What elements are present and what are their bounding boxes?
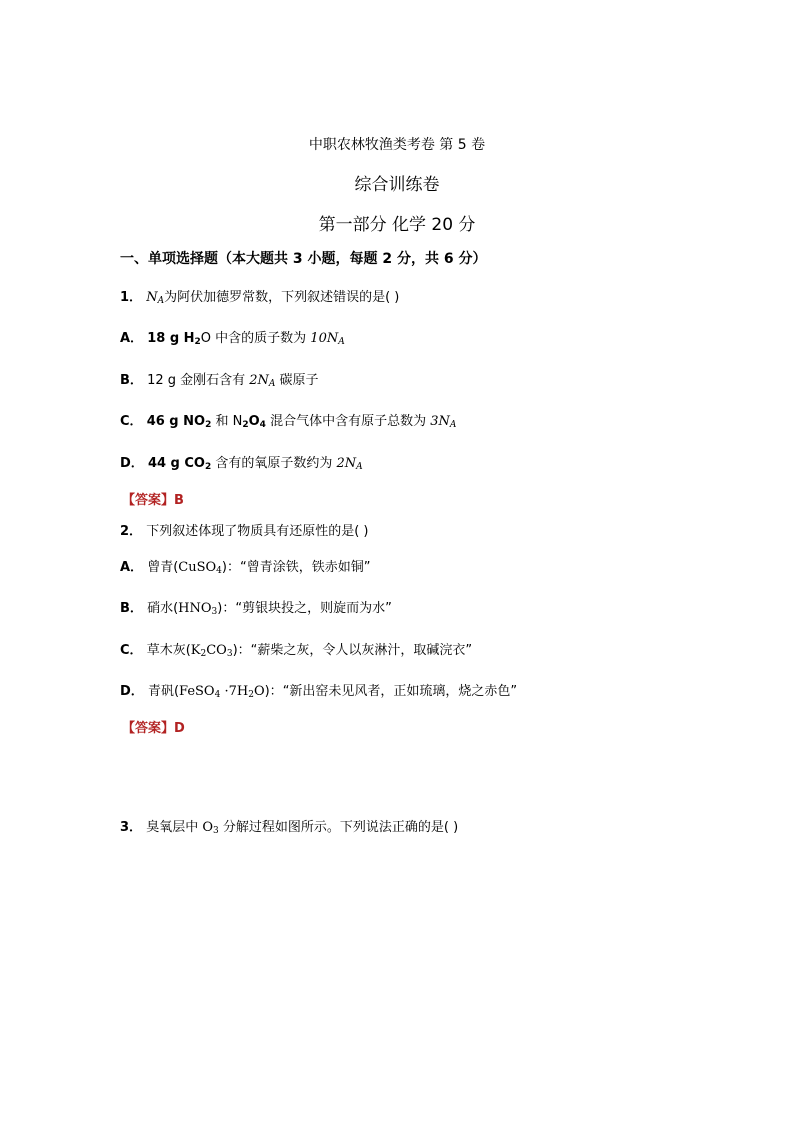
option-quote: “剪银块投之，则旋而为水” [235,601,392,616]
avogadro-subscript: A [157,296,165,306]
option-text: 12 g 金刚石含有 [147,373,250,388]
option-subscript: 2 [205,420,212,430]
option-subscript: 4 [216,566,222,576]
q1-option-a[interactable] [120,327,345,346]
option-text: 曾青( [147,560,179,575]
question-number: 1． [120,290,143,305]
question-number: 3． [120,820,143,835]
option-subscript: 2 [248,690,254,700]
option-text: 18 g H [147,331,195,346]
option-quote: “新出窑未见风者，正如琉璃，烧之赤色” [282,684,518,699]
option-subscript: 2 [194,337,201,347]
option-subscript: 4 [214,690,221,700]
question-text: 为阿伏加德罗常数，下列叙述错误的是( ) [164,290,400,305]
option-text: )： [221,560,240,575]
question-text: 下列叙述体现了物质具有还原性的是( ) [146,524,369,539]
option-value: 3N [430,414,450,429]
option-letter: B． [120,373,143,388]
option-subscript: 3 [211,607,218,617]
question-text: 分解过程如图所示。下列说法正确的是( ) [218,820,459,835]
option-text: 46 g NO [146,414,206,429]
option-subscript: 2 [200,649,207,659]
q2-option-d[interactable] [120,680,517,699]
option-subscript: 2 [204,462,212,472]
option-letter: C． [120,643,143,658]
question-subscript: 3 [213,826,219,836]
option-subscript: 4 [259,420,266,430]
q1-answer: 【答案】B [122,493,184,508]
option-letter: C． [120,414,143,429]
option-formula: HNO [178,601,212,616]
q2-option-c[interactable] [120,639,472,658]
option-formula: FeSO [179,684,215,699]
q2-answer: 【答案】D [122,721,185,736]
option-text: O 中含的质子数为 [200,331,311,346]
option-value: 2N [249,373,269,388]
q1-option-c[interactable] [120,410,456,429]
question-number: 2． [120,524,143,539]
question-1 [120,286,399,305]
option-text: 碳原子 [275,373,319,388]
option-subscript: 2 [242,420,249,430]
option-formula: O [253,684,265,699]
option-formula: K [190,643,201,658]
option-text: 硝水( [147,601,179,616]
option-formula: CuSO [178,560,217,575]
option-text: )： [232,643,251,658]
option-subscript: A [449,420,457,430]
option-value: 2N [336,456,357,471]
option-quote: “薪柴之灰，令人以灰淋汁，取碱浣衣” [250,643,473,658]
option-letter: A． [120,560,144,575]
option-value: 10N [310,331,339,346]
option-text: 草木灰( [146,643,191,658]
exam-title: 综合训练卷 [354,175,440,195]
section-title: 第一部分 化学 20 分 [318,215,476,235]
option-letter: A． [120,331,144,346]
option-text: 和 N [211,414,243,429]
question-3 [120,816,458,835]
instruction-text: 一、单项选择题（本大题共 3 小题，每题 2 分，共 6 分） [120,251,487,267]
exam-header: 中职农林牧渔类考卷 第 5 卷 [308,137,486,153]
option-formula: ·7H [220,684,249,699]
option-text: 44 g CO [147,456,205,471]
option-subscript: A [338,337,345,347]
option-formula: CO [206,643,227,658]
option-text: 混合气体中含有原子总数为 [265,414,431,429]
q1-option-d[interactable] [120,452,363,471]
q2-option-b[interactable] [120,597,392,616]
option-text: O [248,414,260,429]
option-subscript: A [356,462,363,472]
q1-option-b[interactable] [120,369,319,388]
option-text: 青矾( [147,684,180,699]
option-text: )： [264,684,283,699]
option-letter: D． [120,684,144,699]
option-text: 含有的氧原子数约为 [211,456,337,471]
question-text: 臭氧层中 [146,820,203,835]
option-subscript: A [268,379,276,389]
question-formula: O [202,820,213,835]
option-quote: “曾青涂铁，铁赤如铜” [239,560,371,575]
question-2 [120,520,368,539]
avogadro-symbol: N [146,290,158,305]
option-letter: B． [120,601,143,616]
option-text: )： [217,601,236,616]
option-letter: D． [120,456,144,471]
q2-option-a[interactable] [120,556,370,575]
option-subscript: 3 [226,649,233,659]
